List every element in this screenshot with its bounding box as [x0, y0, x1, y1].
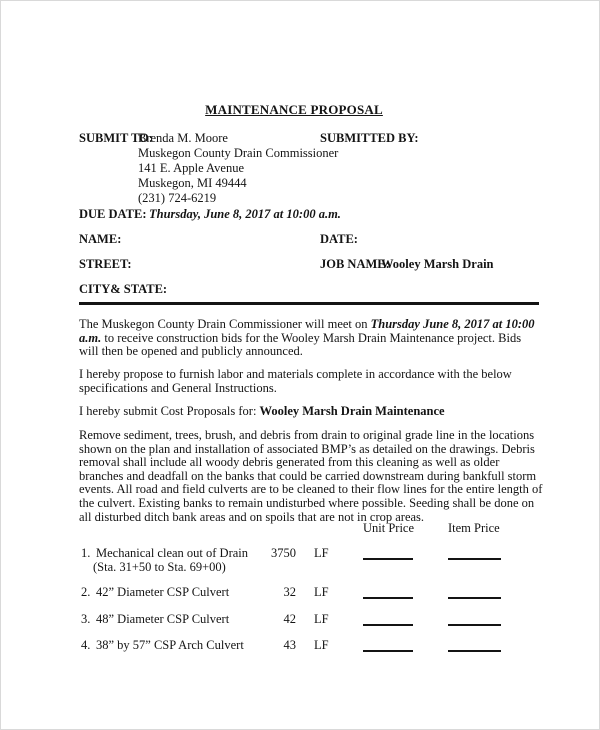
meeting-text-pre: The Muskegon County Drain Commissioner will meet on [79, 317, 371, 331]
item-description: 38” by 57” CSP Arch Culvert [96, 638, 244, 652]
item-description: Mechanical clean out of Drain [96, 546, 249, 560]
table-row [1, 612, 600, 630]
item-unit: LF [314, 638, 329, 652]
item-number: 2. [81, 585, 91, 599]
item-description: 42” Diameter CSP Culvert [96, 585, 230, 599]
recipient-street: 141 E. Apple Avenue [138, 161, 244, 175]
meeting-paragraph [79, 318, 543, 359]
item-price-header: Item Price [448, 521, 500, 535]
cost-proposal-line [79, 405, 543, 419]
cost-proposal-job: Wooley Marsh Drain Maintenance [259, 404, 445, 418]
unit-price-blank [363, 586, 413, 599]
cost-proposal-pre: I hereby submit Cost Proposals for: [79, 404, 260, 418]
submitted-by-label: SUBMITTED BY: [320, 131, 419, 145]
meeting-text-post: to receive construction bids for the Wooley Marsh Drain Maintenance project. Bids will then be opened and publicly announced. [79, 330, 522, 359]
due-date-label: DUE DATE: [79, 207, 147, 221]
table-row [1, 638, 600, 656]
item-number: 4. [81, 638, 91, 652]
date-label: DATE: [320, 232, 358, 246]
item-number: 1. [81, 546, 91, 560]
unit-price-blank [363, 547, 413, 560]
due-date-row [79, 207, 341, 222]
unit-price-header: Unit Price [363, 521, 415, 535]
item-number: 3. [81, 612, 91, 626]
table-row [1, 585, 600, 603]
street-label: STREET: [79, 257, 132, 271]
name-label: NAME: [79, 232, 122, 246]
item-price-blank [448, 613, 501, 626]
section-divider [79, 302, 539, 305]
item-description: 48” Diameter CSP Culvert [96, 612, 230, 626]
propose-paragraph: I hereby propose to furnish labor and materials complete in accordance with the below specifications and General Instructions. [79, 367, 512, 395]
submit-to-label: SUBMIT TO: [79, 131, 153, 145]
unit-price-blank [363, 639, 413, 652]
item-unit: LF [314, 546, 329, 560]
recipient-org: Muskegon County Drain Commissioner [138, 146, 339, 160]
table-row [1, 546, 600, 578]
unit-price-blank [363, 613, 413, 626]
city-state-label: CITY& STATE: [79, 282, 168, 296]
item-price-blank [448, 639, 501, 652]
item-quantity: 32 [283, 585, 296, 599]
recipient-city: Muskegon, MI 49444 [138, 176, 247, 190]
due-date-value: Thursday, June 8, 2017 at 10:00 a.m. [149, 207, 341, 221]
meeting-date-emphasis: Thursday June 8, 2017 at 10:00 a.m. [79, 317, 535, 345]
submit-to-address [138, 131, 338, 206]
item-quantity: 3750 [271, 546, 296, 560]
item-quantity: 43 [283, 638, 296, 652]
scope-paragraph: Remove sediment, trees, brush, and debris from drain to original grade line in the locations shown on the plan and installation of associated BMP’s as detailed on the drawings. Debris removal shall include all woody debris generated from this cleaning as well as older branches and deadfall on the banks that could be carried downstream during bankfull storm events. All road and field culverts are to be cleaned to their flow lines for the entire length of the culvert. Existing banks to remain undisturbed where possible. Seeding shall be done on all disturbed ditch bank areas and on spoils that are not in crop areas. [79, 428, 543, 524]
item-unit: LF [314, 612, 329, 626]
item-price-blank [448, 586, 501, 599]
item-unit: LF [314, 585, 329, 599]
recipient-name: Brenda M. Moore [138, 131, 228, 145]
item-quantity: 42 [283, 612, 296, 626]
recipient-phone: (231) 724-6219 [138, 191, 217, 205]
document-title: MAINTENANCE PROPOSAL [205, 102, 383, 117]
job-name-value: Wooley Marsh Drain [381, 257, 494, 271]
item-description-detail: (Sta. 31+50 to Sta. 69+00) [93, 560, 226, 574]
job-name-label: JOB NAME: [320, 257, 390, 271]
item-price-blank [448, 547, 501, 560]
